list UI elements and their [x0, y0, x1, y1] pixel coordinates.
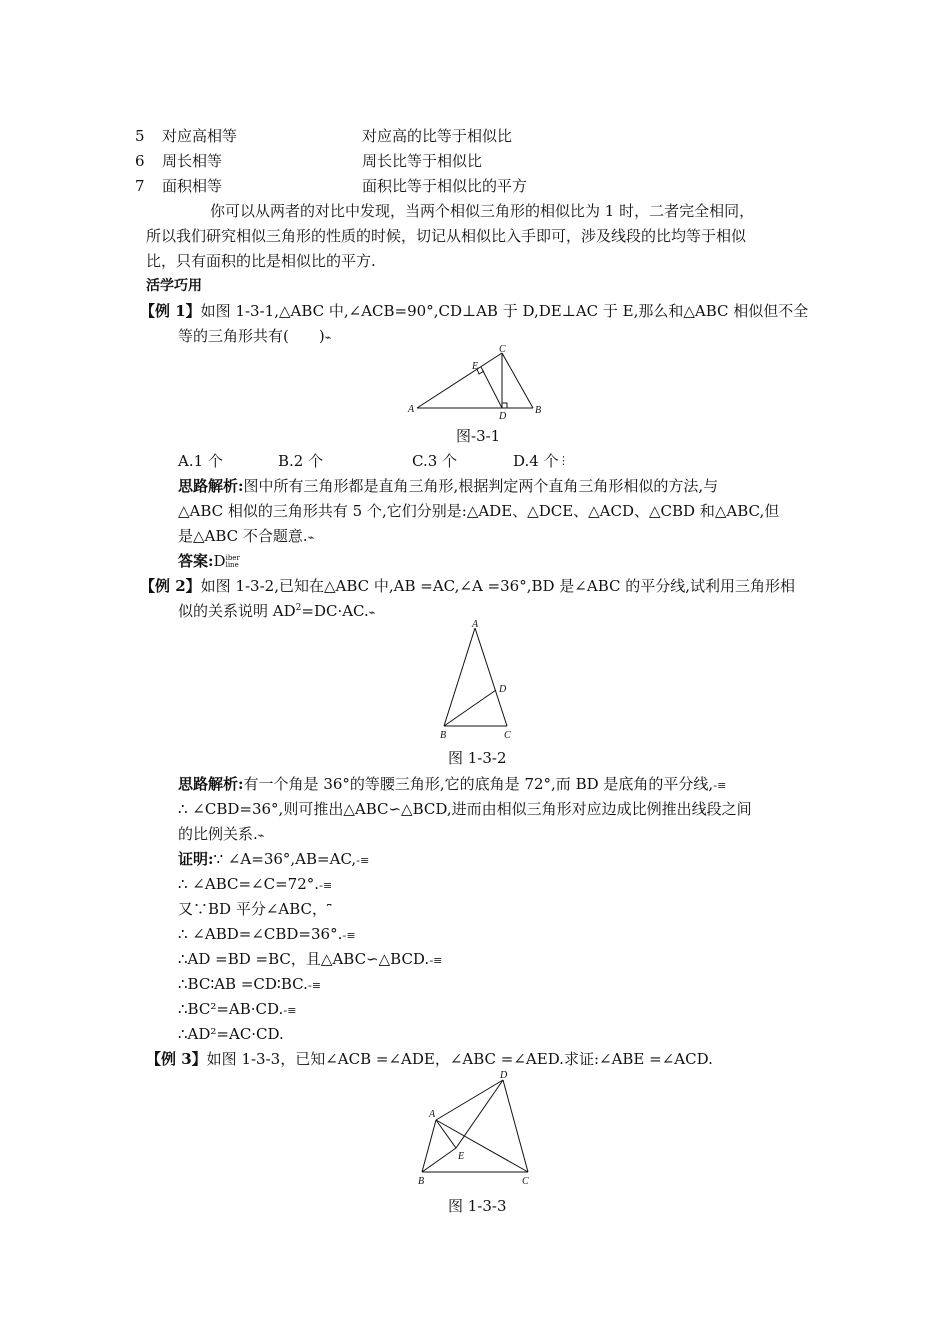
figure-1-3-1 [405, 343, 550, 423]
figure-1-3-2 [432, 618, 522, 742]
ex2-question-line2: 似的关系说明 $AD^2=DC\cdot AC.⌁$ [178, 602, 376, 620]
dots-mark-icon: ⋮ [558, 454, 569, 467]
point-label-e: E [472, 361, 479, 372]
watermark-mark: iber line [225, 554, 240, 569]
point-label-c: C [522, 1176, 529, 1187]
segment-ac [475, 628, 507, 726]
point-label-d: D [499, 411, 507, 422]
segment-ae [436, 1120, 456, 1148]
segment-de [481, 367, 502, 408]
ex1-question-line2: 等的三角形共有( )⌁ [178, 327, 332, 345]
ex1-analysis-line3: 是△ABC 不合题意.⌁ [178, 527, 315, 545]
segment-bd [444, 690, 496, 726]
proof-line: ∴AD =BD =BC，且△ABC∽△BCD.-≡ [178, 950, 443, 968]
proof-line: ∴ ∠ABD=∠CBD=36°.-≡ [178, 925, 356, 943]
point-label-d: D [499, 684, 507, 695]
pen-mark-icon: ⌁ [307, 531, 315, 544]
ex2-analysis-line2: ∴ ∠CBD=36°,则可推出△ABC∽△BCD,进而由相似三角形对应边成比例推出线段之间 [178, 800, 752, 818]
point-label-d: D [500, 1070, 508, 1081]
ex3-question: 【例 3】如图 1-3-3，已知∠ACB =∠ADE，∠ABC =∠AED.求证:∠ABE =∠ACD. [146, 1050, 713, 1068]
point-label-c: C [504, 730, 511, 741]
ex2-question-line1: 【例 2】如图 1-3-2,已知在△ABC 中,AB =AC,∠A =36°,BD 是∠ABC 的平分线,试利用三角形相 [140, 577, 796, 595]
eq-mark-icon: -≡ [283, 1004, 297, 1017]
option-d: D.4 个 [513, 452, 559, 470]
bracket-mark-icon: ⎴ [327, 904, 332, 917]
ex1-analysis-line1: 思路解析:图中所有三角形都是直角三角形,根据判定两个直角三角形相似的方法,与 [178, 477, 719, 495]
segment-ed [456, 1080, 503, 1148]
ex1-analysis-line2: △ABC 相似的三角形共有 5 个,它们分别是:△ADE、△DCE、△ACD、△CBD 和△ABC,但 [178, 502, 780, 520]
segment-ac [436, 1120, 528, 1172]
right-angle-mark-d [502, 403, 507, 408]
ex1-options [178, 451, 569, 471]
pen-mark-icon: ⌁ [257, 829, 265, 842]
pen-mark-icon: ⌁ [368, 606, 376, 619]
eq-mark-icon: -≡ [342, 929, 356, 942]
pen-mark-icon: ⌁ [324, 331, 332, 344]
option-a: A.1 个 [178, 452, 223, 470]
figure-caption: 图 1-3-2 [448, 749, 507, 767]
section-title: 活学巧用 [146, 278, 202, 294]
point-label-a: A [408, 404, 415, 415]
table-row: 6 周长相等 周长比等于相似比 [135, 152, 483, 170]
eq-mark-icon: -≡ [356, 854, 370, 867]
option-c: C.3 个 [412, 452, 458, 470]
ex1-question-line1: 【例 1】如图 1-3-1,△ABC 中,∠ACB=90°,CD⊥AB 于 D,DE⊥AC 于 E,那么和△ABC 相似但不全 [140, 302, 809, 320]
eq-mark-icon: -≡ [713, 779, 727, 792]
segment-ad [436, 1080, 503, 1120]
segment-cb [502, 353, 533, 408]
figure-caption: 图-3-1 [456, 427, 501, 445]
point-label-b: B [535, 405, 542, 416]
eq-mark-icon: -≡ [319, 879, 333, 892]
segment-ac [417, 353, 502, 408]
figure-caption: 图 1-3-3 [448, 1197, 507, 1215]
proof-line: ∴ ∠ABC=∠C=72°.-≡ [178, 875, 333, 893]
point-label-a: A [472, 619, 479, 630]
proof-line: 又∵BD 平分∠ABC，⎴ [178, 900, 332, 918]
proof-line: ∴AD²=AC·CD. [178, 1025, 284, 1043]
intro-line: 所以我们研究相似三角形的性质的时候，切记从相似比入手即可，涉及线段的比均等于相似 [146, 227, 747, 245]
segment-ab [444, 628, 475, 726]
point-label-b: B [418, 1176, 425, 1187]
figure-1-3-3 [412, 1066, 542, 1190]
intro-line: 你可以从两者的对比中发现，当两个相似三角形的相似比为 1 时，二者完全相同， [210, 202, 755, 220]
ex1-answer: 答案:Diber line [178, 552, 240, 570]
proof-line: ∴BC∶AB =CD∶BC.-≡ [178, 975, 322, 993]
table-row: 5 对应高相等 对应高的比等于相似比 [135, 127, 513, 145]
option-b: B.2 个 [278, 452, 324, 470]
ex2-analysis-line1: 思路解析:有一个角是 36°的等腰三角形,它的底角是 72°,而 BD 是底角的平分线,-≡ [178, 775, 727, 793]
table-row: 7 面积相等 面积比等于相似比的平方 [135, 177, 528, 195]
segment-dc [503, 1080, 528, 1172]
point-label-a: A [429, 1109, 436, 1120]
proof-line: ∴BC²=AB·CD.-≡ [178, 1000, 297, 1018]
point-label-c: C [499, 344, 506, 355]
ex2-analysis-line3: 的比例关系.⌁ [178, 825, 265, 843]
eq-mark-icon: -≡ [307, 979, 322, 992]
eq-mark-icon: -≡ [429, 954, 443, 967]
point-label-b: B [440, 730, 447, 741]
intro-line: 比，只有面积的比是相似比的平方. [146, 252, 376, 270]
point-label-e: E [458, 1151, 465, 1162]
proof-line: 证明:∵ ∠A=36°,AB=AC,-≡ [178, 850, 370, 868]
